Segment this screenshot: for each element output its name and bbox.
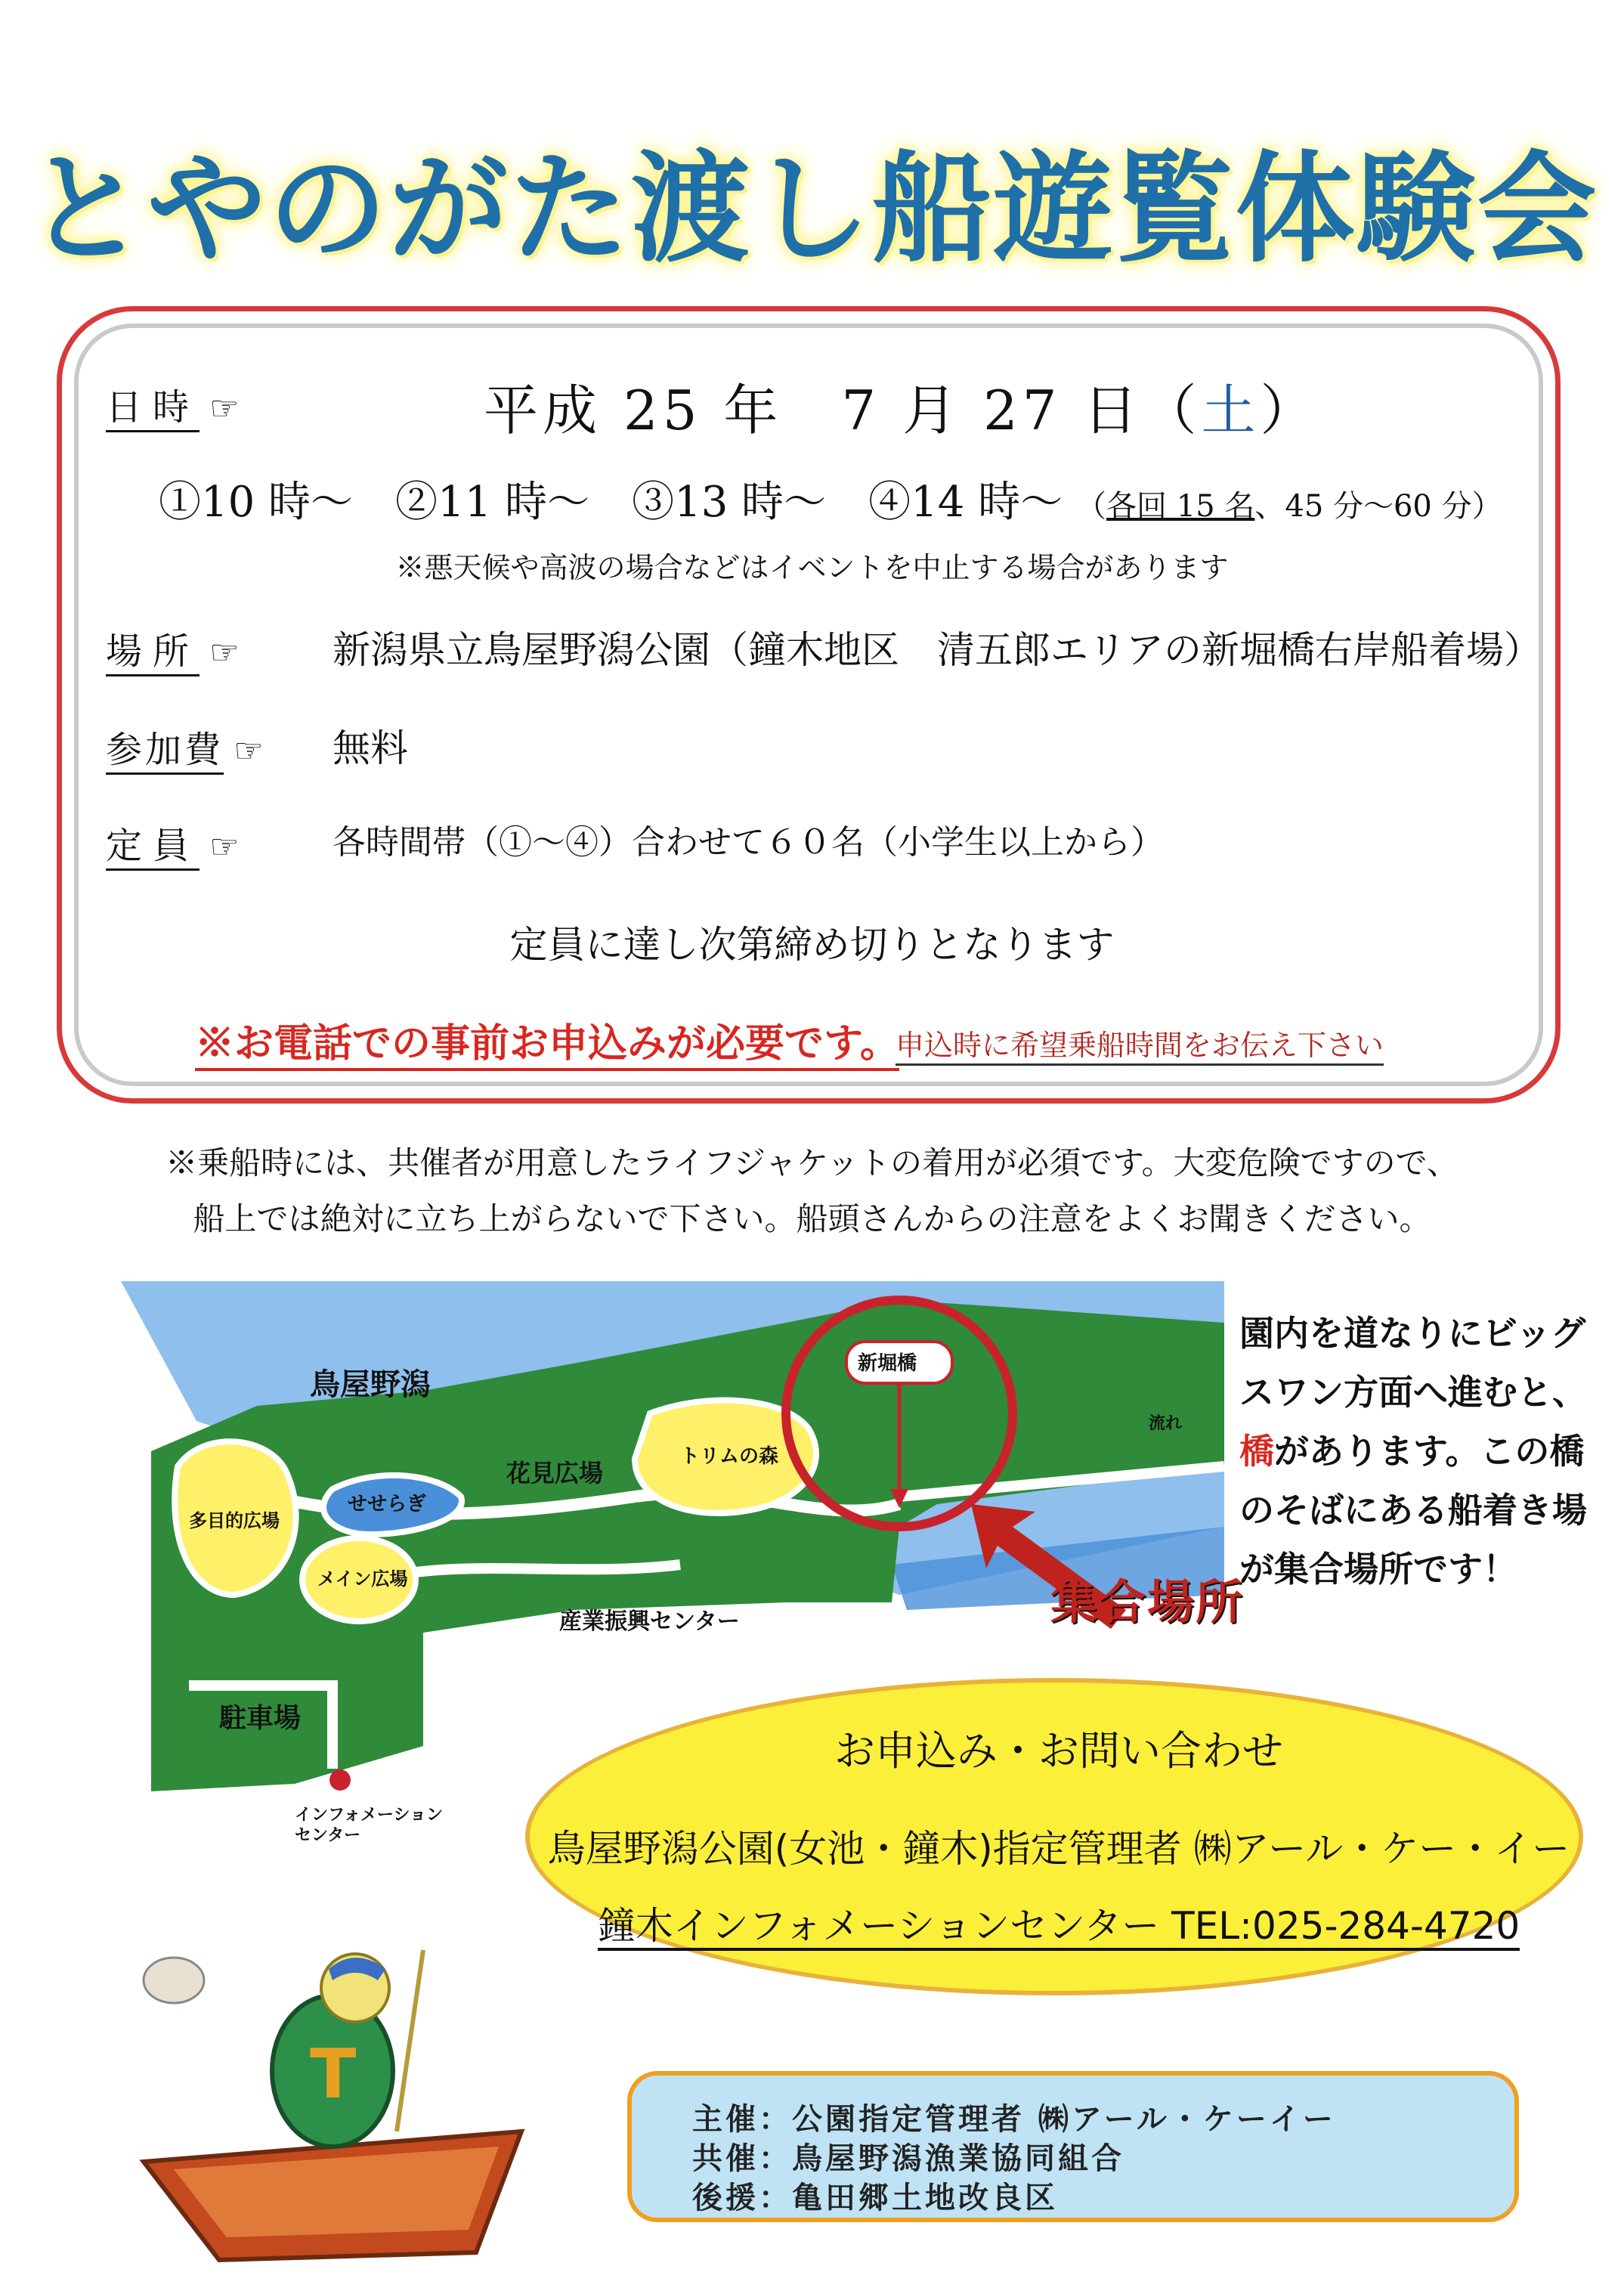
place-value: 新潟県立鳥屋野潟公園（鐘木地区 清五郎エリアの新堀橋右岸船着場）	[333, 628, 1542, 672]
svg-text:T: T	[310, 2035, 357, 2114]
phone-required-notice: ※お電話での事前お申込みが必要です。	[195, 1011, 899, 1071]
contact-center	[530, 1896, 1588, 1950]
map-label-info-center-1: インフォメーション	[295, 1806, 444, 1825]
fee-value: 無料	[333, 726, 408, 770]
meeting-place-label: 集合場所	[1050, 1574, 1245, 1630]
cancel-note: ※悪天候や高波の場合などはイベントを中止する場合があります	[395, 551, 1229, 584]
pointing-hand-icon: ☞	[209, 389, 240, 428]
session-duration: 、45 分～60 分）	[1254, 489, 1502, 524]
organizer-support: 後援：亀田郷土地改良区	[692, 2181, 1058, 2215]
capacity-note: 定員に達し次第締め切りとなります	[509, 923, 1115, 967]
event-date-prefix: 平成 25 年 7 月 27 日（	[484, 379, 1202, 442]
bird-icon	[144, 1958, 204, 2003]
session-times	[159, 469, 1502, 529]
page-title: とやのがた渡し船遊覧体験会	[26, 140, 1598, 279]
place-label: 場所	[106, 630, 200, 676]
direction-note-part2: があります。この橋のそばにある船着き場が集合場所です！	[1239, 1431, 1587, 1590]
phone-note: 申込時に希望乗船時間をお伝え下さい	[896, 1022, 1384, 1066]
map-label-hanami: 花見広場	[506, 1459, 604, 1488]
map-label-multi-plaza: 多目的広場	[189, 1510, 280, 1531]
organizer-box	[627, 2071, 1519, 2222]
capacity-value: 各時間帯（①～④）合わせて６０名（小学生以上から）	[333, 823, 1164, 862]
direction-note-bridge: 橋	[1239, 1431, 1274, 1472]
rice-plant-icon	[397, 1950, 423, 2131]
map-label-seseragi: せせらぎ	[348, 1493, 427, 1515]
direction-note-part1: 園内を道なりにビッグスワン方面へ進むと、	[1239, 1313, 1587, 1413]
fee-label: 参加費	[106, 729, 224, 775]
place-label-group	[106, 622, 240, 674]
capacity-label-group	[106, 816, 240, 868]
session-note	[1076, 489, 1502, 524]
info-center-marker	[329, 1769, 351, 1791]
pointing-hand-icon: ☞	[209, 633, 240, 672]
map-label-trim-forest: トリムの森	[680, 1445, 779, 1468]
direction-note	[1239, 1304, 1587, 1599]
map-label-parking: 駐車場	[219, 1703, 302, 1734]
contact-center-text: 鐘木インフォメーションセンター TEL:025-284-4720	[598, 1904, 1520, 1951]
safety-note-line2: 船上では絶対に立ち上がらないで下さい。船頭さんからの注意をよくお聞きください。	[193, 1200, 1431, 1237]
map-label-industry-center: 産業振興センター	[559, 1608, 740, 1635]
capacity-label: 定員	[106, 825, 200, 871]
fee-label-group	[106, 720, 264, 772]
safety-note-line1: ※乗船時には、共催者が用意したライフジャケットの着用が必須です。大変危険ですので、	[165, 1144, 1459, 1181]
pointing-hand-icon: ☞	[209, 828, 240, 866]
event-day: 土	[1201, 379, 1261, 442]
map-label-flow: 流れ	[1149, 1414, 1183, 1433]
organizer-cohost: 共催：鳥屋野潟漁業協同組合	[692, 2141, 1124, 2176]
event-date	[484, 367, 1319, 445]
session-list: ①10 時～ ②11 時～ ③13 時～ ④14 時～	[159, 478, 1063, 527]
event-date-suffix: ）	[1260, 379, 1319, 442]
turtle-boatman-illustration	[128, 1935, 552, 2268]
session-note-open: （	[1076, 489, 1107, 524]
map-label-lake: 鳥屋野潟	[310, 1367, 431, 1402]
map-label-info-center-2: センター	[295, 1826, 361, 1845]
organizer-host: 主催：公園指定管理者 ㈱アール・ケーイー	[692, 2102, 1336, 2137]
pointing-hand-icon: ☞	[234, 732, 264, 770]
map-label-main-plaza: メイン広場	[317, 1568, 408, 1590]
date-label-group	[106, 378, 240, 430]
contact-box	[525, 1678, 1583, 1995]
date-label: 日時	[106, 386, 200, 432]
contact-organization: 鳥屋野潟公園(女池・鐘木)指定管理者 ㈱アール・ケー・イー	[547, 1827, 1570, 1871]
session-capacity: 各回 15 名	[1106, 489, 1255, 524]
contact-title: お申込み・お問い合わせ	[834, 1727, 1283, 1775]
map-label-bridge: 新堀橋	[858, 1352, 917, 1375]
